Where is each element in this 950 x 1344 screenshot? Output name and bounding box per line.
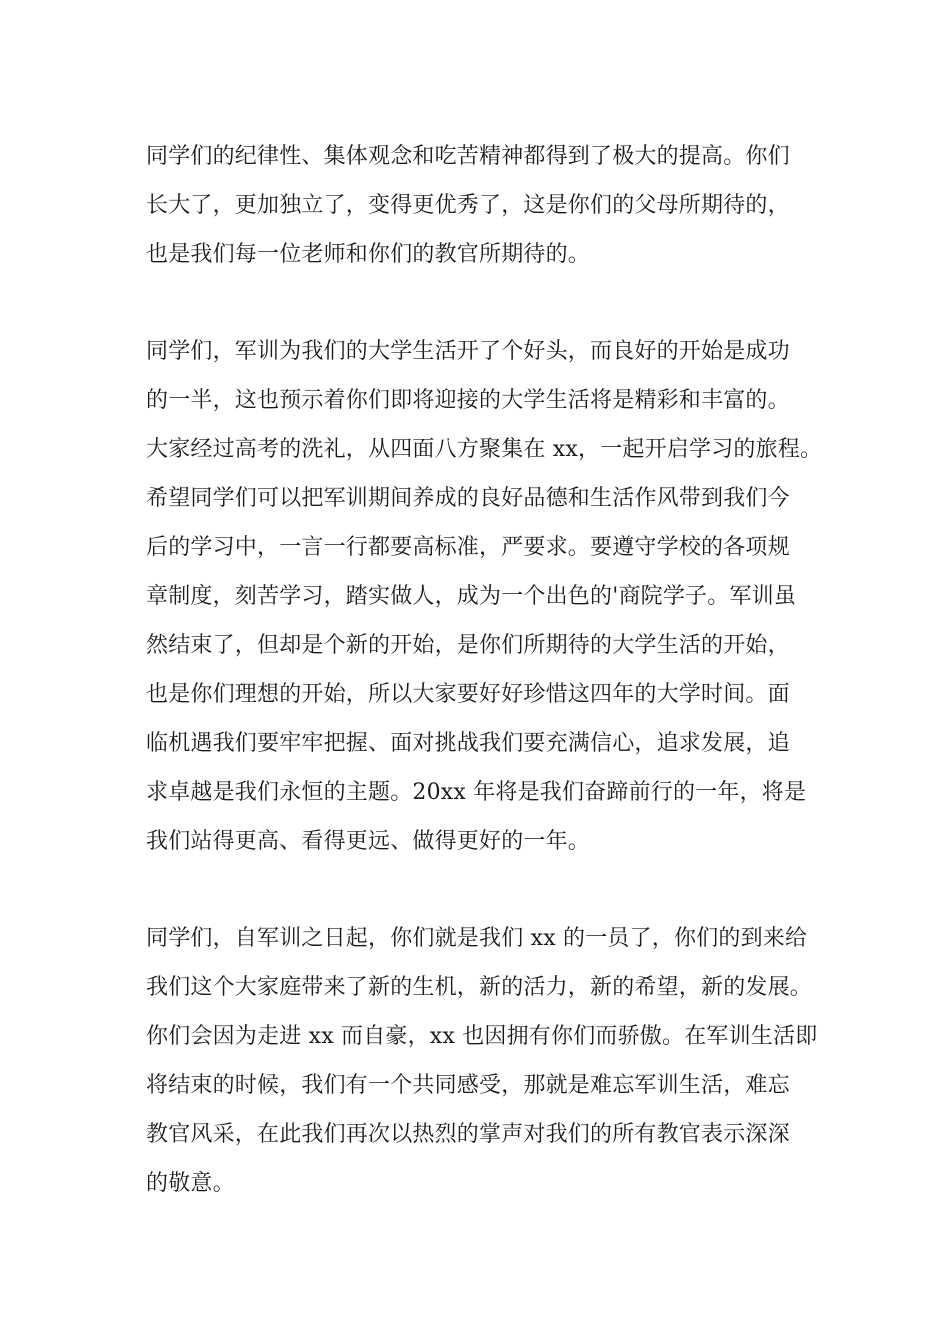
text-line: 的一半，这也预示着你们即将迎接的大学生活将是精彩和丰富的。 <box>146 388 790 413</box>
text-line: 我们这个大家庭带来了新的生机，新的活力，新的希望，新的发展。 <box>146 975 813 1000</box>
paragraph-2 <box>146 327 826 866</box>
text-line: 大家经过高考的洗礼，从四面八方聚集在 xx，一起开启学习的旅程。 <box>146 437 823 462</box>
text-line: 你们会因为走进 xx 而自豪，xx 也因拥有你们而骄傲。在军训生活即 <box>146 1024 818 1049</box>
text-line: 同学们，自军训之日起，你们就是我们 xx 的一员了，你们的到来给 <box>146 926 808 951</box>
text-line: 也是你们理想的开始，所以大家要好好珍惜这四年的大学时间。面 <box>146 682 790 707</box>
text-line: 同学们，军训为我们的大学生活开了个好头，而良好的开始是成功 <box>146 339 790 364</box>
text-line: 也是我们每一位老师和你们的教官所期待的。 <box>146 242 591 267</box>
text-line: 长大了，更加独立了，变得更优秀了，这是你们的父母所期待的， <box>146 193 790 218</box>
text-line: 希望同学们可以把军训期间养成的良好品德和生活作风带到我们今 <box>146 486 790 511</box>
text-line: 教官风采，在此我们再次以热烈的掌声对我们的所有教官表示深深 <box>146 1122 790 1147</box>
text-line: 同学们的纪律性、集体观念和吃苦精神都得到了极大的提高。你们 <box>146 144 790 169</box>
text-line: 后的学习中，一言一行都要高标准，严要求。要遵守学校的各项规 <box>146 535 790 560</box>
document-body <box>146 132 826 1208</box>
paragraph-1 <box>146 132 826 279</box>
text-line: 将结束的时候，我们有一个共同感受，那就是难忘军训生活，难忘 <box>146 1073 790 1098</box>
text-line: 然结束了，但却是个新的开始，是你们所期待的大学生活的开始， <box>146 633 790 658</box>
text-line: 的敬意。 <box>146 1171 235 1196</box>
text-line: 章制度，刻苦学习，踏实做人，成为一个出色的'商院学子。军训虽 <box>146 584 797 609</box>
text-line: 临机遇我们要牢牢把握、面对挑战我们要充满信心，追求发展，追 <box>146 731 790 756</box>
text-line: 求卓越是我们永恒的主题。20xx 年将是我们奋蹄前行的一年，将是 <box>146 780 807 805</box>
text-line: 我们站得更高、看得更远、做得更好的一年。 <box>146 829 591 854</box>
paragraph-3 <box>146 914 826 1208</box>
